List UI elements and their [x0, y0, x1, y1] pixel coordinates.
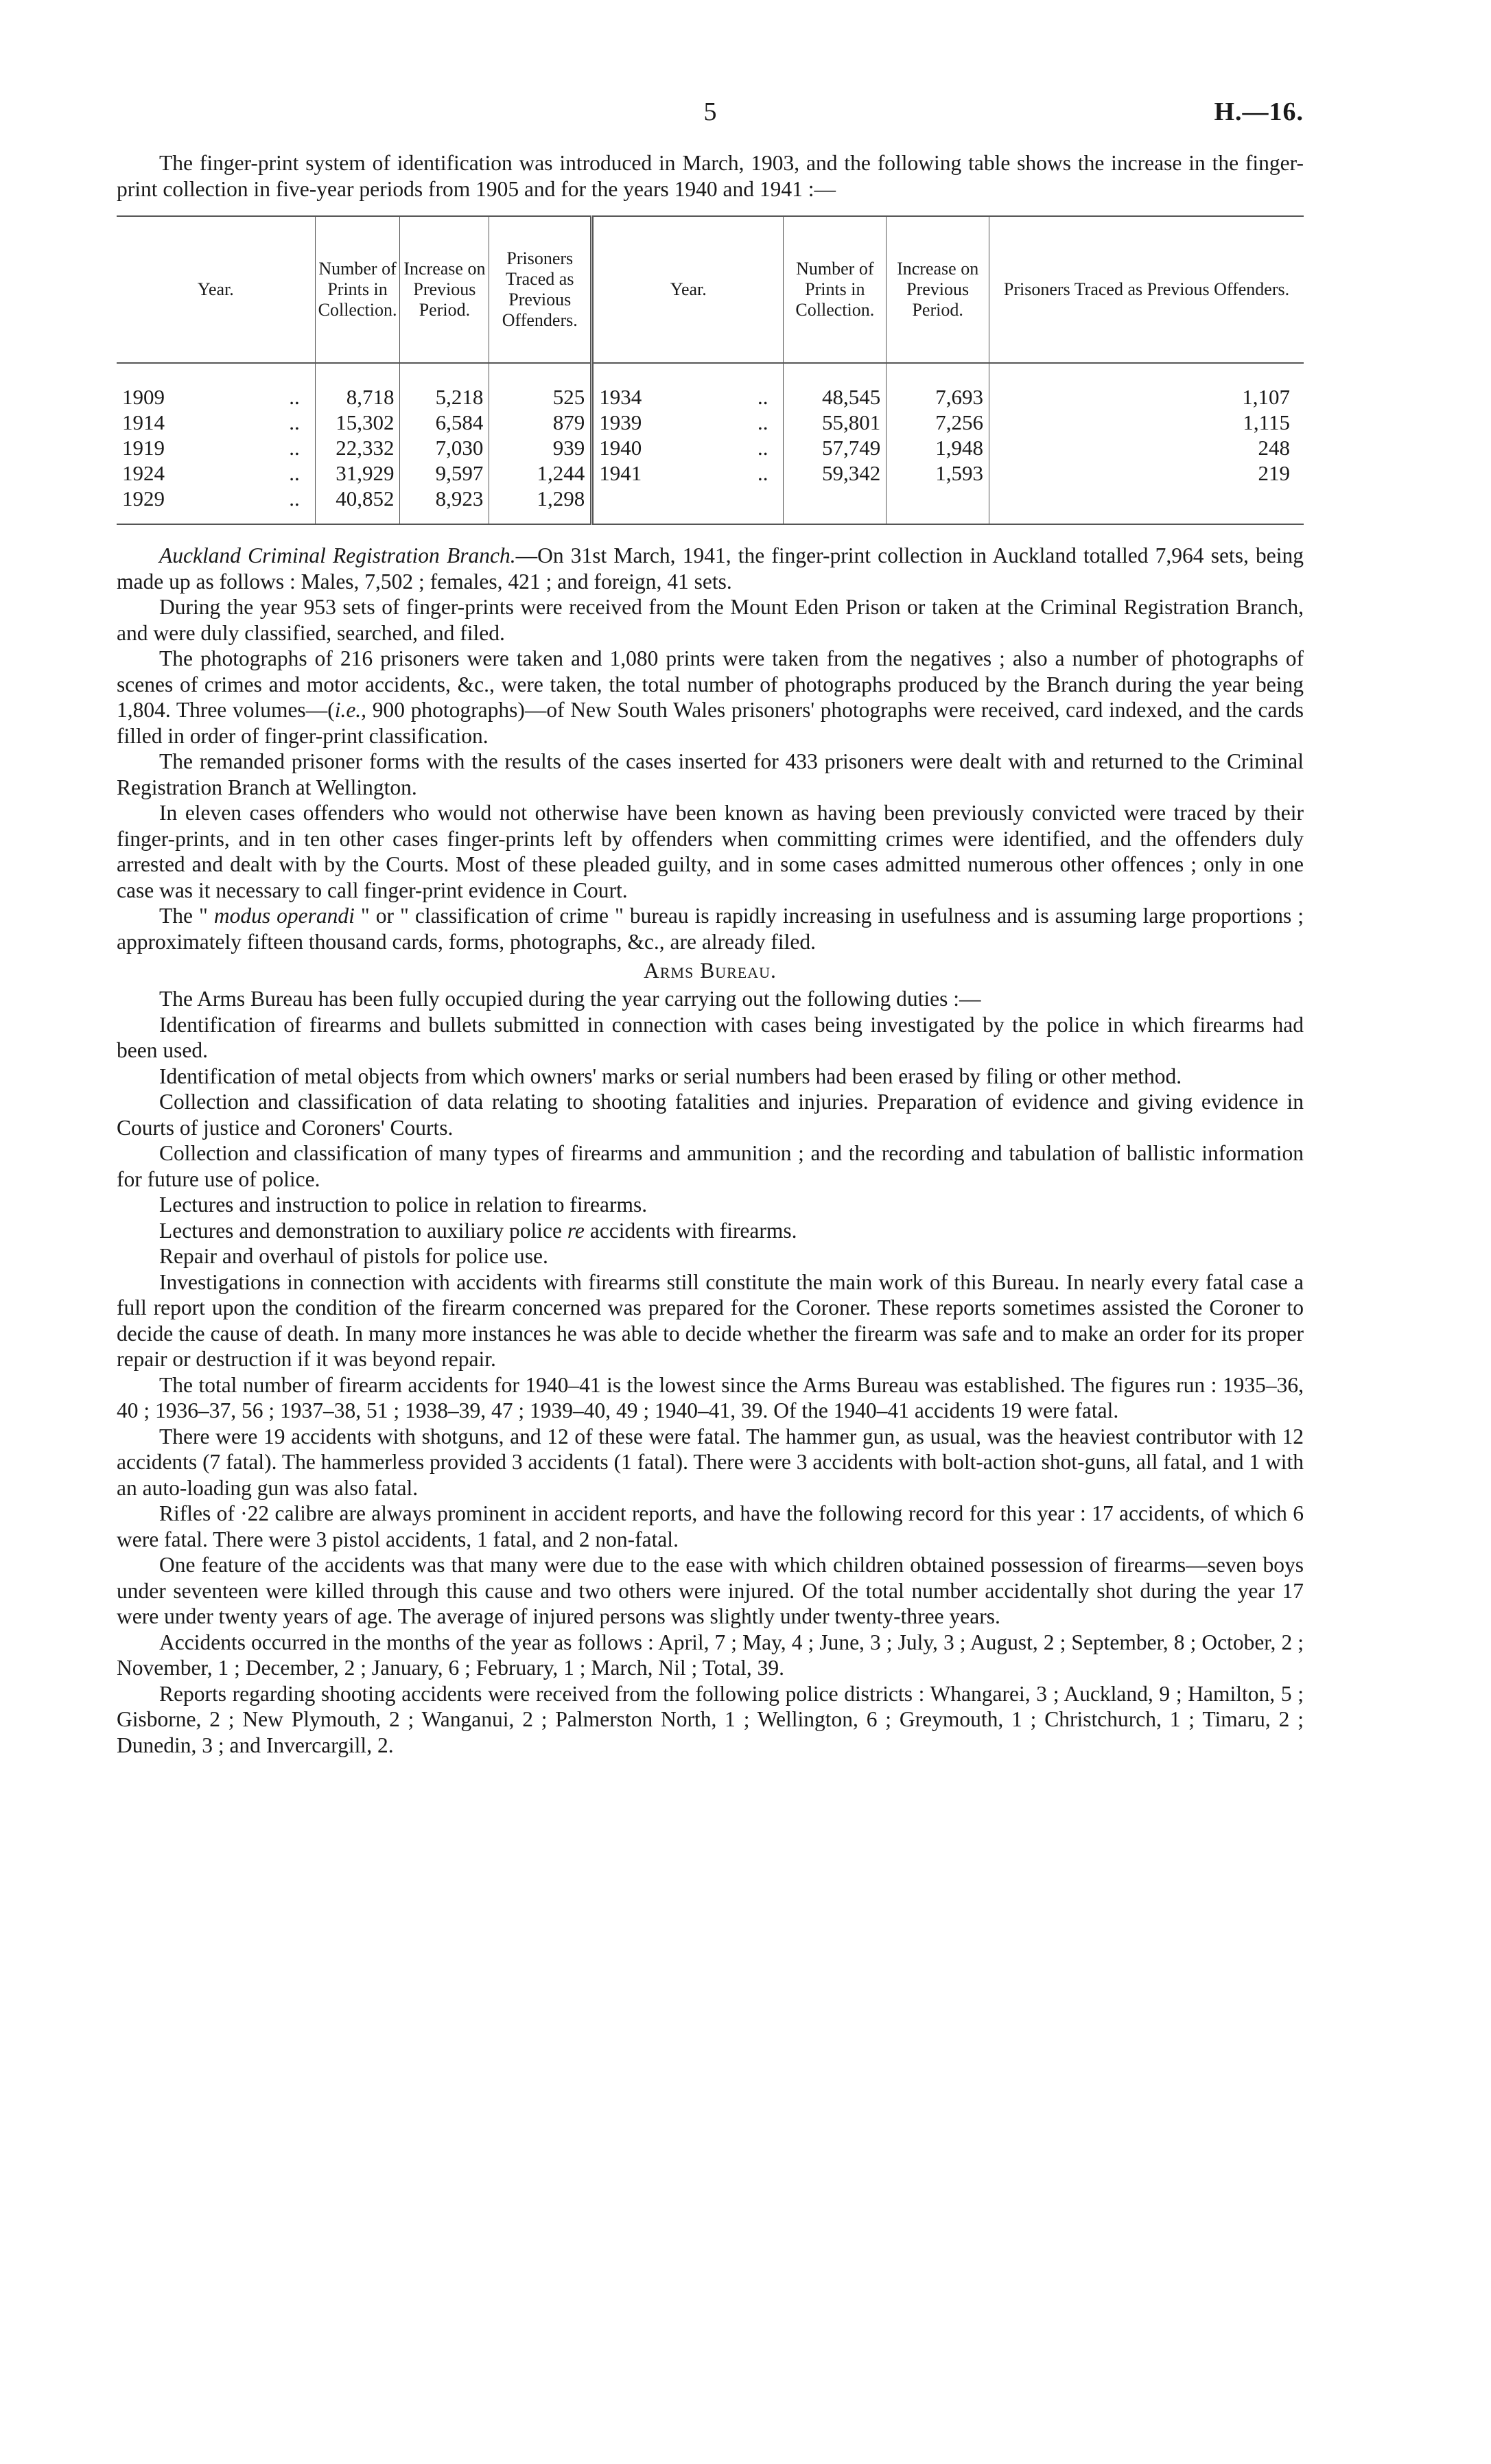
cell-prints: 48,545 — [784, 363, 887, 410]
cell-traced: 525 — [489, 363, 592, 410]
col-header-year-left: Year. — [117, 216, 315, 363]
cell-empty — [887, 486, 989, 524]
arms-paragraph-3: Identification of metal objects from which owners' marks or serial numbers had been erased by filing or other method. — [159, 1064, 1182, 1088]
cell-prints: 59,342 — [784, 460, 887, 486]
cell-increase: 7,693 — [887, 363, 989, 410]
cell-year: 1929 — [117, 486, 274, 524]
auckland-p3-text-a: The photographs of 216 prisoners were taken and 1,080 prints were taken from the negatives ; also a number of photographs of scenes of crimes and motor accidents, &c., were taken, the total number of photographs produced by the Branch during the year being 1,804. Three volumes—( — [117, 646, 1304, 722]
cell-leader-dots: .. — [757, 461, 768, 485]
table-row — [117, 460, 1304, 486]
table-row — [117, 435, 1304, 460]
cell-increase: 1,948 — [887, 435, 989, 460]
cell-empty — [989, 486, 1304, 524]
cell-traced: 879 — [489, 410, 592, 435]
arms-paragraph-1: The Arms Bureau has been fully occupied during the year carrying out the following duties :— — [159, 987, 981, 1011]
arms-paragraph-14: Accidents occurred in the months of the year as follows : April, 7 ; May, 4 ; June, 3 ; July, 3 ; August, 2 ; September, 8 ; October, 2 ; November, 1 ; December, 2 ; January, 6 ; February, 1 ; March, Nil ; Total, 39. — [117, 1630, 1304, 1680]
auckland-paragraph-4: The remanded prisoner forms with the results of the cases inserted for 433 prisoners were dealt with and returned to the Criminal Registration Branch at Wellington. — [117, 749, 1304, 799]
arms-p7-text-a: Lectures and demonstration to auxiliary police — [159, 1218, 567, 1243]
auckland-p6-text-a: The " — [159, 904, 214, 928]
auckland-p6-italic: modus operandi — [213, 904, 355, 928]
auckland-p3-text-b: 900 photographs)—of New South Wales prisoners' photographs were received, card indexed, and the cards filled in order of finger-print classification. — [117, 698, 1304, 748]
auckland-paragraph-1 — [117, 543, 1304, 594]
document-reference: H.—16. — [1214, 97, 1304, 126]
auckland-section-title: Auckland Criminal Registration Branch. — [159, 543, 516, 567]
cell-leader-dots: .. — [289, 410, 300, 434]
cell-empty — [592, 486, 742, 524]
document-page — [117, 93, 1304, 1758]
auckland-paragraph-3 — [117, 646, 1304, 749]
intro-paragraph: The finger-print system of identification was introduced in March, 1903, and the following table shows the increase in the finger-print collection in five-year periods from 1905 and for the years 1940 and 1941 :— — [117, 151, 1304, 201]
cell-traced: 1,298 — [489, 486, 592, 524]
arms-paragraph-7 — [117, 1218, 1304, 1244]
col-header-year-right: Year. — [592, 216, 784, 363]
cell-empty — [784, 486, 887, 524]
cell-empty — [742, 486, 784, 524]
page-number: 5 — [703, 97, 717, 126]
cell-increase: 9,597 — [400, 460, 489, 486]
cell-traced: 1,107 — [989, 363, 1304, 410]
cell-prints: 55,801 — [784, 410, 887, 435]
auckland-p1-text: —On 31st March, 1941, the finger-print collection in Auckland totalled 7,964 sets, being made up as follows : Males, 7,502 ; females, 421 ; and foreign, 41 sets. — [117, 543, 1304, 594]
arms-paragraph-2: Identification of firearms and bullets submitted in connection with cases being investigated by the police in which firearms had been used. — [117, 1012, 1304, 1062]
cell-year: 1939 — [592, 410, 742, 435]
col-header-increase-right: Increase on Previous Period. — [887, 216, 989, 363]
cell-increase: 1,593 — [887, 460, 989, 486]
cell-leader-dots: .. — [289, 461, 300, 485]
cell-prints: 8,718 — [315, 363, 400, 410]
col-header-traced-left: Prisoners Traced as Previous Offenders. — [489, 216, 592, 363]
auckland-section — [117, 543, 1304, 954]
cell-traced: 248 — [989, 435, 1304, 460]
arms-paragraph-13: One feature of the accidents was that many were due to the ease with which children obtained possession of firearms—seven boys under seventeen were killed through this cause and two others were injured. Of the total number accidentally shot during the year 17 were under twenty years of age. The average of injured persons was slightly under twenty-three years. — [117, 1553, 1304, 1628]
cell-increase: 7,030 — [400, 435, 489, 460]
cell-traced: 1,115 — [989, 410, 1304, 435]
col-header-prints-right: Number of Prints in Collection. — [784, 216, 887, 363]
arms-paragraph-4: Collection and classification of data relating to shooting fatalities and injuries. Preparation of evidence and giving evidence in Courts of justice and Coroners' Courts. — [117, 1090, 1304, 1140]
arms-p7-text-b: accidents with firearms. — [584, 1218, 797, 1243]
cell-traced: 939 — [489, 435, 592, 460]
arms-paragraph-12: Rifles of ·22 calibre are always prominent in accident reports, and have the following record for this year : 17 accidents, of which 6 were fatal. There were 3 pistol accidents, 1 fatal, and 2 non-fatal. — [117, 1501, 1304, 1551]
arms-paragraph-15: Reports regarding shooting accidents were received from the following police districts : Whangarei, 3 ; Auckland, 9 ; Hamilton, 5 ; Gisborne, 2 ; New Plymouth, 2 ; Wanganui, 2 ; Palmerston North, 1 ; Wellington, 6 ; Greymouth, 1 ; Christchurch, 1 ; Timaru, 2 ; Dunedin, 3 ; and Invercargill, 2. — [117, 1681, 1304, 1757]
auckland-p6-text-b: " or " classification of crime " bureau is rapidly increasing in usefulness and is assuming large proportions ; approximately fifteen thousand cards, forms, photographs, &c., are already filed. — [117, 904, 1304, 954]
cell-increase: 7,256 — [887, 410, 989, 435]
arms-paragraph-9: Investigations in connection with accidents with firearms still constitute the main work of this Bureau. In nearly every fatal case a full report upon the condition of the firearm concerned was prepared for the Coroner. These reports sometimes assisted the Coroner to decide the cause of death. In many more instances he was able to decide whether the firearm was safe and to make an order for its proper repair or destruction if it was beyond repair. — [117, 1269, 1304, 1371]
cell-year: 1909 — [122, 385, 165, 409]
cell-traced: 1,244 — [489, 460, 592, 486]
cell-prints: 15,302 — [315, 410, 400, 435]
cell-prints: 57,749 — [784, 435, 887, 460]
cell-increase: 6,584 — [400, 410, 489, 435]
arms-p7-italic: re — [567, 1218, 585, 1243]
auckland-paragraph-6 — [117, 903, 1304, 954]
table-row — [117, 363, 1304, 410]
auckland-p3-italic: i.e., — [334, 698, 367, 722]
cell-prints: 22,332 — [315, 435, 400, 460]
cell-increase: 5,218 — [400, 363, 489, 410]
arms-paragraph-10: The total number of firearm accidents for 1940–41 is the lowest since the Arms Bureau was established. The figures run : 1935–36, 40 ; 1936–37, 56 ; 1937–38, 51 ; 1938–39, 47 ; 1939–40, 49 ; 1940–41, 39. Of the 1940–41 accidents 19 were fatal. — [117, 1372, 1304, 1422]
cell-prints: 40,852 — [315, 486, 400, 524]
arms-paragraph-6: Lectures and instruction to police in relation to firearms. — [159, 1193, 648, 1217]
cell-leader-dots: .. — [289, 385, 300, 409]
arms-paragraph-8: Repair and overhaul of pistols for police use. — [159, 1244, 548, 1268]
cell-year: 1940 — [592, 435, 742, 460]
cell-leader-dots: .. — [757, 436, 768, 460]
cell-leader-dots: .. — [757, 385, 768, 409]
col-header-prints-left: Number of Prints in Collection. — [315, 216, 400, 363]
auckland-paragraph-5: In eleven cases offenders who would not otherwise have been known as having been previously convicted were traced by their finger-prints, and in ten other cases finger-prints left by offenders when committing crimes were identified, and the offenders duly arrested and dealt with by the Courts. Most of these pleaded guilty, and in some cases admitted numerous other offences ; only in one case was it necessary to call finger-print evidence in Court. — [117, 801, 1304, 902]
table-row — [117, 410, 1304, 435]
cell-leader-dots: .. — [289, 436, 300, 460]
cell-year: 1914 — [122, 410, 165, 434]
cell-increase: 8,923 — [400, 486, 489, 524]
table-header-row — [117, 216, 1304, 363]
cell-year: 1924 — [122, 461, 165, 485]
page-header — [117, 93, 1304, 141]
arms-bureau-heading: Arms Bureau. — [644, 959, 777, 983]
cell-leader-dots: .. — [757, 410, 768, 434]
cell-year: 1919 — [122, 436, 165, 460]
auckland-paragraph-2: During the year 953 sets of finger-prints were received from the Mount Eden Prison or taken at the Criminal Registration Branch, and were duly classified, searched, and filed. — [117, 595, 1304, 645]
cell-year: 1934 — [592, 363, 742, 410]
col-header-increase-left: Increase on Previous Period. — [400, 216, 489, 363]
finger-print-table — [117, 215, 1304, 525]
col-header-traced-right: Prisoners Traced as Previous Offenders. — [989, 216, 1304, 363]
arms-paragraph-5: Collection and classification of many types of firearms and ammunition ; and the recording and tabulation of ballistic information for future use of police. — [117, 1141, 1304, 1191]
cell-prints: 31,929 — [315, 460, 400, 486]
cell-traced: 219 — [989, 460, 1304, 486]
table-row — [117, 486, 1304, 524]
cell-year: 1941 — [592, 460, 742, 486]
arms-bureau-section — [117, 957, 1304, 1758]
cell-leader-dots: .. — [274, 486, 315, 524]
arms-paragraph-11: There were 19 accidents with shotguns, and 12 of these were fatal. The hammer gun, as usual, was the heaviest contributor with 12 accidents (7 fatal). The hammerless provided 3 accidents (1 fatal). There were 3 accidents with bolt-action shot-guns, all fatal, and 1 with an auto-loading gun was also fatal. — [117, 1424, 1304, 1500]
